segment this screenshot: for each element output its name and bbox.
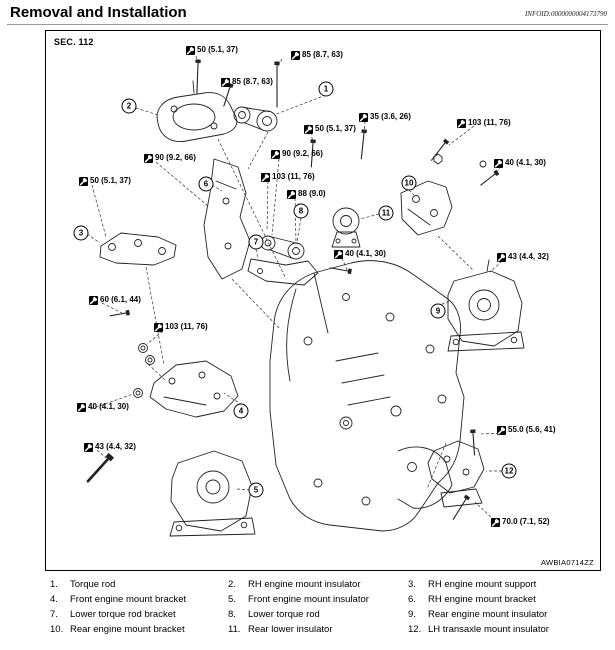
- legend-item-label: Front engine mount bracket: [70, 594, 187, 605]
- torque-wrench-icon: [497, 253, 506, 262]
- torque-value: 43 (4.4, 32): [508, 252, 549, 261]
- torque-value: 103 (11, 76): [272, 172, 315, 181]
- torque-value: 43 (4.4, 32): [95, 442, 136, 451]
- torque-callout: [89, 295, 141, 305]
- page-title: Removal and Installation: [10, 4, 187, 21]
- legend-item-number: 11.: [228, 624, 241, 635]
- part-callout-6: 6: [199, 177, 214, 192]
- legend-item-label: Lower torque rod bracket: [70, 609, 176, 620]
- torque-wrench-icon: [287, 190, 296, 199]
- torque-value: 40 (4.1, 30): [345, 249, 386, 258]
- legend-item-label: LH transaxle mount insulator: [428, 624, 549, 635]
- part-callout-4: 4: [234, 404, 249, 419]
- torque-callout: [304, 124, 356, 134]
- legend-item-number: 10.: [50, 624, 64, 635]
- legend-item-number: 9.: [408, 609, 416, 620]
- torque-wrench-icon: [84, 443, 93, 452]
- part-callout-7: 7: [249, 235, 264, 250]
- torque-value: 40 (4.1, 30): [505, 158, 546, 167]
- legend-item-label: Rear engine mount insulator: [428, 609, 548, 620]
- part-callout-2: 2: [122, 99, 137, 114]
- torque-value: 88 (9.0): [298, 189, 326, 198]
- legend-item-number: 5.: [228, 594, 236, 605]
- legend-item-label: RH engine mount support: [428, 579, 537, 590]
- torque-callout: [359, 112, 411, 122]
- torque-callout: [79, 176, 131, 186]
- legend-item-label: RH engine mount insulator: [248, 579, 361, 590]
- legend-item-label: Rear engine mount bracket: [70, 624, 185, 635]
- header-divider: [7, 24, 608, 25]
- legend-item-6: [408, 592, 608, 607]
- torque-wrench-icon: [77, 403, 86, 412]
- torque-callout: [494, 158, 546, 168]
- torque-value: 85 (8.7, 63): [302, 50, 343, 59]
- legend-item-3: [408, 577, 608, 592]
- diagram-frame: [45, 30, 601, 571]
- legend-item-number: 12.: [408, 624, 422, 635]
- part-callout-1: 1: [319, 82, 334, 97]
- legend-item-4: [50, 592, 228, 607]
- torque-callout: [271, 149, 323, 159]
- part-callout-3: 3: [74, 226, 89, 241]
- torque-callout: [154, 322, 208, 332]
- torque-callout: [77, 402, 129, 412]
- torque-callout: [334, 249, 386, 259]
- torque-callout: [287, 189, 326, 199]
- legend-item-12: [408, 622, 608, 637]
- legend-item-8: [228, 607, 408, 622]
- torque-callout: [186, 45, 238, 55]
- legend-item-label: RH engine mount bracket: [428, 594, 536, 605]
- legend-item-7: [50, 607, 228, 622]
- torque-value: 55.0 (5.6, 41): [508, 425, 556, 434]
- torque-wrench-icon: [221, 78, 230, 87]
- legend-item-9: [408, 607, 608, 622]
- torque-value: 50 (5.1, 37): [197, 45, 238, 54]
- torque-callout: [491, 517, 550, 527]
- torque-value: 90 (9.2, 66): [282, 149, 323, 158]
- torque-wrench-icon: [304, 125, 313, 134]
- part-callout-9: 9: [431, 304, 446, 319]
- torque-value: 103 (11, 76): [468, 118, 511, 127]
- torque-wrench-icon: [261, 173, 270, 182]
- parts-legend: [50, 577, 608, 637]
- part-callout-12: 12: [502, 464, 517, 479]
- legend-item-number: 4.: [50, 594, 58, 605]
- torque-callout: [261, 172, 315, 182]
- legend-item-number: 7.: [50, 609, 58, 620]
- torque-wrench-icon: [334, 250, 343, 259]
- legend-item-11: [228, 622, 408, 637]
- torque-wrench-icon: [491, 518, 500, 527]
- legend-item-1: [50, 577, 228, 592]
- torque-wrench-icon: [154, 323, 163, 332]
- torque-value: 60 (6.1, 44): [100, 295, 141, 304]
- legend-item-number: 2.: [228, 579, 236, 590]
- section-label: SEC. 112: [54, 37, 94, 47]
- figure-code: AWBIA0714ZZ: [540, 558, 594, 567]
- callout-layer: [46, 31, 600, 570]
- torque-wrench-icon: [89, 296, 98, 305]
- torque-wrench-icon: [359, 113, 368, 122]
- infoid-label: INFOID:0000000004173790: [524, 10, 607, 18]
- legend-item-5: [228, 592, 408, 607]
- legend-item-label: Lower torque rod: [248, 609, 320, 620]
- legend-item-10: [50, 622, 228, 637]
- part-callout-5: 5: [249, 483, 264, 498]
- legend-item-label: Rear lower insulator: [248, 624, 333, 635]
- torque-callout: [457, 118, 511, 128]
- legend-item-number: 6.: [408, 594, 416, 605]
- torque-value: 90 (9.2, 66): [155, 153, 196, 162]
- torque-wrench-icon: [79, 177, 88, 186]
- torque-wrench-icon: [291, 51, 300, 60]
- torque-callout: [144, 153, 196, 163]
- torque-value: 40 (4.1, 30): [88, 402, 129, 411]
- torque-wrench-icon: [271, 150, 280, 159]
- part-callout-8: 8: [294, 204, 309, 219]
- torque-value: 50 (5.1, 37): [90, 176, 131, 185]
- torque-callout: [221, 77, 273, 87]
- legend-item-label: Torque rod: [70, 579, 116, 590]
- torque-value: 85 (8.7, 63): [232, 77, 273, 86]
- torque-wrench-icon: [144, 154, 153, 163]
- legend-item-2: [228, 577, 408, 592]
- torque-value: 50 (5.1, 37): [315, 124, 356, 133]
- torque-callout: [497, 252, 549, 262]
- part-callout-10: 10: [402, 176, 417, 191]
- legend-item-label: Front engine mount insulator: [248, 594, 369, 605]
- legend-item-number: 3.: [408, 579, 416, 590]
- torque-wrench-icon: [494, 159, 503, 168]
- torque-wrench-icon: [497, 426, 506, 435]
- torque-callout: [84, 442, 136, 452]
- torque-value: 70.0 (7.1, 52): [502, 517, 550, 526]
- torque-value: 35 (3.6, 26): [370, 112, 411, 121]
- part-callout-11: 11: [379, 206, 394, 221]
- torque-wrench-icon: [186, 46, 195, 55]
- torque-value: 103 (11, 76): [165, 322, 208, 331]
- legend-item-number: 8.: [228, 609, 236, 620]
- legend-item-number: 1.: [50, 579, 58, 590]
- torque-wrench-icon: [457, 119, 466, 128]
- torque-callout: [291, 50, 343, 60]
- torque-callout: [497, 425, 556, 435]
